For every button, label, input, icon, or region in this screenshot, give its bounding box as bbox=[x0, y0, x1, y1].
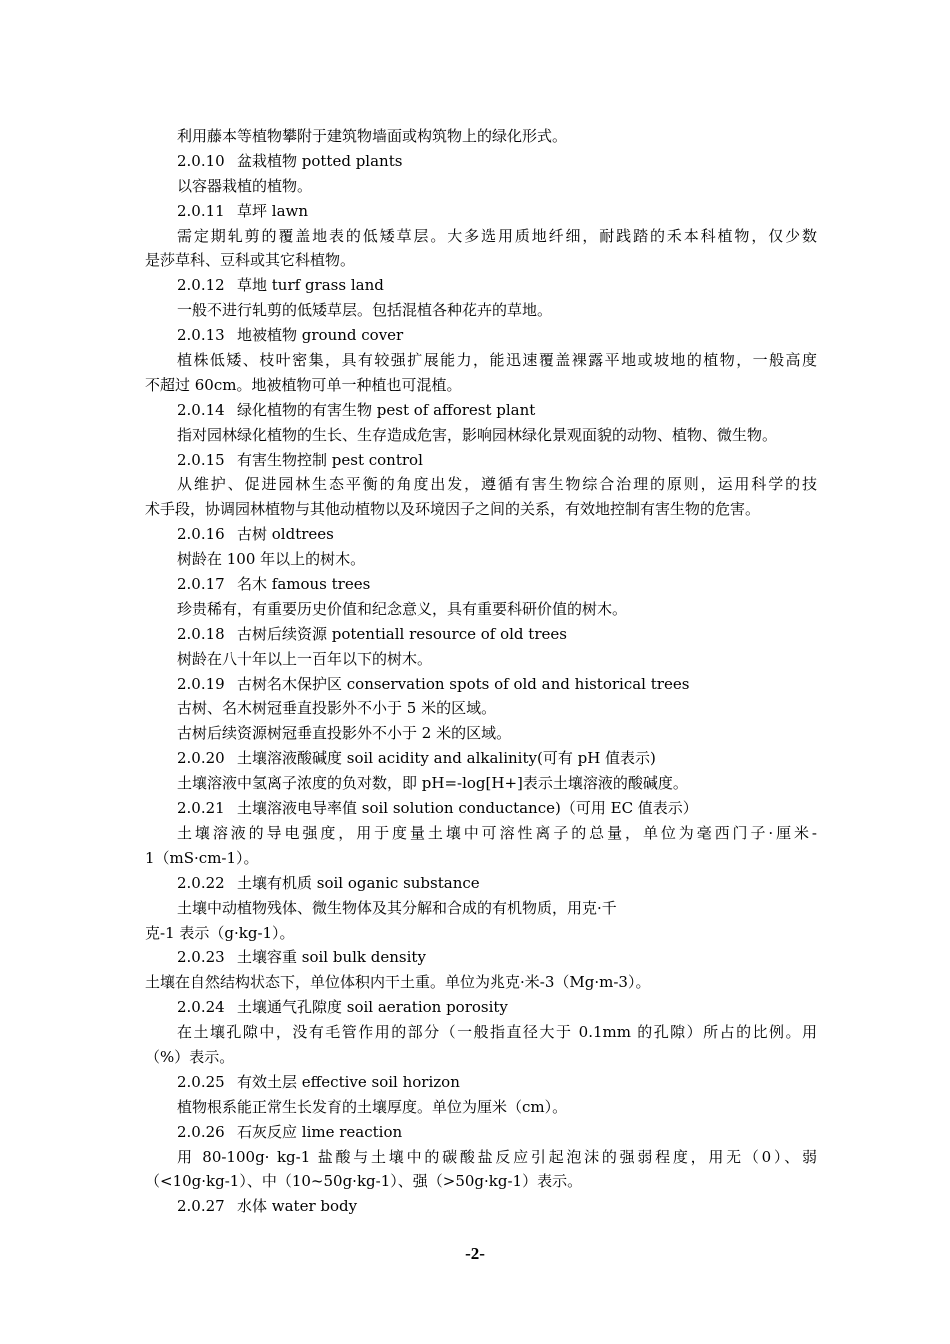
clause-heading bbox=[145, 149, 817, 174]
clause-title: 有害生物控制 pest control bbox=[237, 450, 423, 469]
clause-heading bbox=[145, 746, 817, 771]
body-text-line: （<10g·kg-1）、中（10~50g·kg-1）、强（>50g·kg-1）表示。 bbox=[145, 1172, 583, 1191]
clause-title: 土壤溶液电导率值 soil solution conductance)（可用 EC 值表示） bbox=[237, 799, 698, 818]
clause-heading bbox=[145, 273, 817, 298]
body-text-line: 土壤溶液中氢离子浓度的负对数，即 pH=-log[H+]表示土壤溶液的酸碱度。 bbox=[177, 774, 688, 793]
clause-number: 2.0.17 bbox=[177, 575, 225, 594]
clause-title: 土壤溶液酸碱度 soil acidity and alkalinity(可有 pH 值表示) bbox=[237, 749, 656, 768]
body-text-line: 指对园林绿化植物的生长、生存造成危害，影响园林绿化景观面貌的动物、植物、微生物。 bbox=[177, 425, 778, 444]
clause-heading bbox=[145, 871, 817, 896]
body-text-line: 古树、名木树冠垂直投影外不小于 5 米的区域。 bbox=[177, 699, 497, 718]
body-text-line: 从维护、促进园林生态平衡的角度出发，遵循有害生物综合治理的原则，运用科学的技 bbox=[177, 475, 817, 494]
clause-title: 古树名木保护区 conservation spots of old and historical trees bbox=[237, 674, 690, 693]
clause-number: 2.0.14 bbox=[177, 400, 225, 419]
body-text-line: 土壤溶液的导电强度，用于度量土壤中可溶性离子的总量，单位为毫西门子·厘米- bbox=[177, 823, 817, 842]
clause-heading bbox=[145, 1070, 817, 1095]
clause-heading bbox=[145, 995, 817, 1020]
clause-heading bbox=[145, 622, 817, 647]
body-text-line: 土壤在自然结构状态下，单位体积内干土重。单位为兆克·米-3（Mg·m-3）。 bbox=[145, 973, 651, 992]
clause-number: 2.0.16 bbox=[177, 525, 225, 544]
body-text-line: 1（mS·cm-1）。 bbox=[145, 848, 259, 867]
clause-heading bbox=[145, 448, 817, 473]
clause-title: 水体 water body bbox=[237, 1197, 358, 1216]
clause-number: 2.0.11 bbox=[177, 201, 225, 220]
clause-heading bbox=[145, 323, 817, 348]
clause-title: 土壤容重 soil bulk density bbox=[237, 948, 426, 967]
clause-heading bbox=[145, 796, 817, 821]
clause-heading bbox=[145, 945, 817, 970]
clause-title: 古树 oldtrees bbox=[237, 525, 334, 544]
page-number: -2- bbox=[465, 1244, 485, 1263]
clause-heading bbox=[145, 522, 817, 547]
clause-number: 2.0.13 bbox=[177, 326, 225, 345]
body-text-line: 植株低矮、枝叶密集，具有较强扩展能力，能迅速覆盖裸露平地或坡地的植物，一般高度 bbox=[177, 351, 817, 370]
body-text-line: 土壤中动植物残体、微生物体及其分解和合成的有机物质，用克·千 bbox=[177, 898, 617, 917]
body-text-line: 一般不进行轧剪的低矮草层。包括混植各种花卉的草地。 bbox=[177, 301, 553, 320]
clause-heading bbox=[145, 199, 817, 224]
clause-heading bbox=[145, 1194, 817, 1219]
clause-number: 2.0.23 bbox=[177, 948, 225, 967]
clause-title: 地被植物 ground cover bbox=[237, 326, 404, 345]
body-text-line: 以容器栽植的植物。 bbox=[177, 176, 313, 195]
clause-number: 2.0.21 bbox=[177, 799, 225, 818]
clause-number: 2.0.19 bbox=[177, 674, 225, 693]
clause-heading bbox=[145, 1120, 817, 1145]
body-text-line: 珍贵稀有，有重要历史价值和纪念意义，具有重要科研价值的树木。 bbox=[177, 599, 628, 618]
clause-number: 2.0.24 bbox=[177, 998, 225, 1017]
clause-title: 盆栽植物 potted plants bbox=[237, 151, 403, 170]
clause-number: 2.0.18 bbox=[177, 624, 225, 643]
clause-title: 土壤通气孔隙度 soil aeration porosity bbox=[237, 998, 508, 1017]
body-text-line: （%）表示。 bbox=[145, 1047, 235, 1066]
body-text-line: 古树后续资源树冠垂直投影外不小于 2 米的区域。 bbox=[177, 724, 512, 743]
clause-number: 2.0.10 bbox=[177, 151, 225, 170]
body-text-line: 术手段，协调园林植物与其他动植物以及环境因子之间的关系，有效地控制有害生物的危害。 bbox=[145, 500, 761, 519]
body-text-line: 是莎草科、豆科或其它科植物。 bbox=[145, 251, 356, 270]
body-text-line: 在土壤孔隙中，没有毛管作用的部分（一般指直径大于 0.1mm 的孔隙）所占的比例。用 bbox=[177, 1023, 817, 1042]
body-text-line: 植物根系能正常生长发育的土壤厚度。单位为厘米（cm）。 bbox=[177, 1097, 568, 1116]
clause-title: 石灰反应 lime reaction bbox=[237, 1122, 403, 1141]
clause-heading bbox=[145, 398, 817, 423]
clause-number: 2.0.12 bbox=[177, 276, 225, 295]
clause-title: 草地 turf grass land bbox=[237, 276, 384, 295]
clause-number: 2.0.15 bbox=[177, 450, 225, 469]
body-text-line: 需定期轧剪的覆盖地表的低矮草层。大多选用质地纤细，耐践踏的禾本科植物，仅少数 bbox=[177, 226, 817, 245]
clause-title: 土壤有机质 soil oganic substance bbox=[237, 873, 480, 892]
body-text-line: 树龄在 100 年以上的树木。 bbox=[177, 550, 366, 569]
clause-number: 2.0.22 bbox=[177, 873, 225, 892]
body-text-line: 用 80-100g· kg-1 盐酸与土壤中的碳酸盐反应引起泡沫的强弱程度，用无（0）、弱 bbox=[177, 1147, 817, 1166]
clause-heading bbox=[145, 572, 817, 597]
clause-number: 2.0.20 bbox=[177, 749, 225, 768]
clause-number: 2.0.26 bbox=[177, 1122, 225, 1141]
document-body bbox=[145, 124, 817, 1219]
clause-title: 古树后续资源 potentiall resource of old trees bbox=[237, 624, 567, 643]
body-text-line: 不超过 60cm。地被植物可单一种植也可混植。 bbox=[145, 375, 462, 394]
body-text-line: 树龄在八十年以上一百年以下的树木。 bbox=[177, 649, 433, 668]
body-text-line: 利用藤本等植物攀附于建筑物墙面或构筑物上的绿化形式。 bbox=[177, 127, 568, 145]
clause-title: 名木 famous trees bbox=[237, 575, 371, 594]
body-text-line: 克-1 表示（g·kg-1）。 bbox=[145, 923, 295, 942]
clause-number: 2.0.25 bbox=[177, 1072, 225, 1091]
clause-title: 草坪 lawn bbox=[237, 201, 309, 220]
clause-number: 2.0.27 bbox=[177, 1197, 225, 1216]
clause-title: 绿化植物的有害生物 pest of afforest plant bbox=[237, 400, 536, 419]
clause-heading bbox=[145, 672, 817, 697]
clause-title: 有效土层 effective soil horizon bbox=[237, 1072, 460, 1091]
